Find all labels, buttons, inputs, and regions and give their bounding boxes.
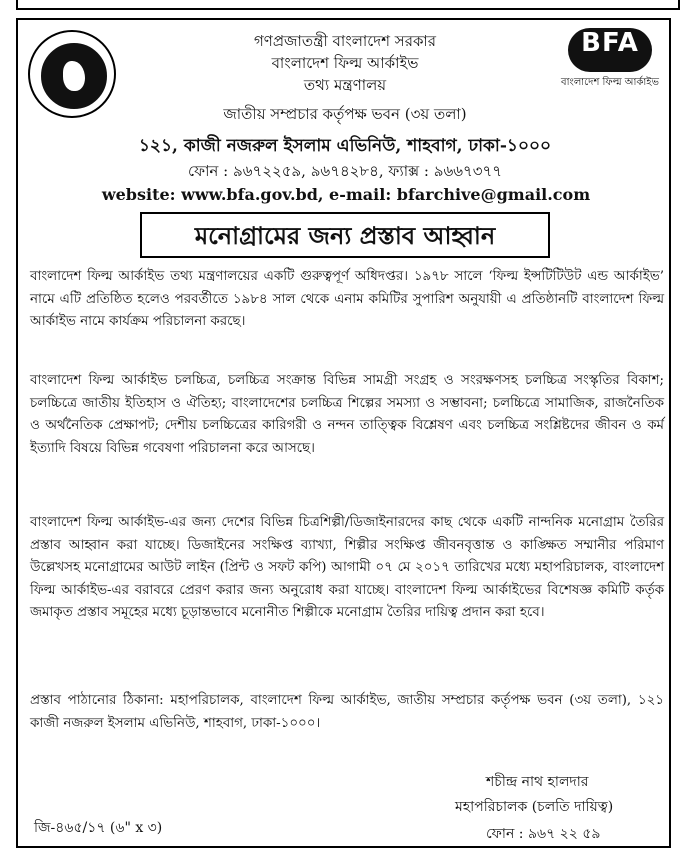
header-address: ১২১, কাজী নজরুল ইসলাম এভিনিউ, শাহবাগ, ঢাকা-১০০০	[138, 136, 552, 156]
bfa-logo	[560, 28, 660, 98]
top-border	[16, 0, 680, 10]
paragraph-call-for-proposals: বাংলাদেশ ফিল্ম আর্কাইভ-এর জন্য দেশের বিভিন্ন চিত্রশিল্পী/ডিজাইনারদের কাছ থেকে একটি নান্দনিক মনোগ্রাম তৈরির প্রস্তাব আহ্বান করা যাচ্ছে। ডিজাইনের সংক্ষিপ্ত ব্যাখ্যা, শিল্পীর সংক্ষিপ্ত জীবনবৃত্তান্ত ও কাঙ্ক্ষিত সম্মানীর পরিমাণ উল্লেখসহ মনোগ্রামের আউট লাইন (প্রিন্ট ও সফট কপি) আগামী ০৭ মে ২০১৭ তারিখের মধ্যে মহাপরিচালক, বাংলাদেশ ফিল্ম আর্কাইভ-এর বরাবরে প্রেরণ করার জন্য অনুরোধ করা যাচ্ছে। বাংলাদেশ ফিল্ম আর্কাইভের বিশেষজ্ঞ কমিটি কর্তৃক জমাকৃত প্রস্তাব সমূহের মধ্যে চূড়ান্তভাবে মনোনীত শিল্পীকে মনোগ্রাম তৈরির দায়িত্ব প্রদান করা হবে।	[30, 515, 664, 620]
header-building: জাতীয় সম্প্রচার কর্তৃপক্ষ ভবন (৩য় তলা)	[223, 105, 467, 123]
header-government: গণপ্রজাতন্ত্রী বাংলাদেশ সরকার	[253, 32, 437, 50]
paragraph-address: প্রস্তাব পাঠানোর ঠিকানা: মহাপরিচালক, বাংলাদেশ ফিল্ম আর্কাইভ, জাতীয় সম্প্রচার কর্তৃপক্ষ ভবন (৩য় তলা), ১২১ কাজী নজরুল ইসলাম এভিনিউ, শাহবাগ, ঢাকা-১০০০।	[30, 693, 664, 731]
notice-title: মনোগ্রামের জন্য প্রস্তাব আহ্বান	[140, 212, 550, 258]
signatory-name: শচীন্দ্র নাথ হালদার	[486, 774, 589, 790]
header-website-email: website: www.bfa.gov.bd, e-mail: bfarchive@gmail.com	[101, 185, 591, 204]
government-seal-logo	[28, 30, 116, 118]
bfa-logo-caption: বাংলাদেশ ফিল্ম আর্কাইভ	[561, 77, 659, 88]
paragraph-intro: বাংলাদেশ ফিল্ম আর্কাইভ তথ্য মন্ত্রণালয়ের একটি গুরুত্বপূর্ণ অধিদপ্তর। ১৯৭৮ সালে ‘ফিল্ম ইন্সটিটিউট এন্ড আর্কাইভ’ নামে এটি প্রতিষ্ঠিত হলেও পরবর্তীতে ১৯৮৪ সাল থেকে এনাম কমিটির সুপারিশ অনুযায়ী এ প্রতিষ্ঠানটি বাংলাদেশ ফিল্ম আর্কাইভ নামে কার্যক্রম পরিচালনা করছে।	[30, 269, 664, 329]
paragraph-activities: বাংলাদেশ ফিল্ম আর্কাইভ চলচ্চিত্র, চলচ্চিত্র সংক্রান্ত বিভিন্ন সামগ্রী সংগ্রহ ও সংরক্ষণসহ চলচ্চিত্র সংস্কৃতির বিকাশ; চলচ্চিত্রে জাতীয় ইতিহাস ও ঐতিহ্য; বাংলাদেশের চলচ্চিত্র শিল্পের সমস্যা ও সম্ভাবনা; চলচ্চিত্রে সামাজিক, রাজনৈতিক ও অর্থনৈতিক প্রেক্ষাপট; দেশীয় চলচ্চিত্রের কারিগরী ও নন্দন তাত্ত্বিক বিশ্লেষণ এবং চলচ্চিত্র সংশ্লিষ্টদের জীবন ও কর্ম ইত্যাদি বিষয়ে বিভিন্ন গবেষণা পরিচালনা করে আসছে।	[30, 373, 664, 456]
header-phone-fax: ফোন : ৯৬৭২২৫৯, ৯৬৭৪২৮৪, ফ্যাক্স : ৯৬৬৭৩৭৭	[188, 162, 502, 180]
reference-code: জি-৪৬৫/১৭ (৬" x ৩)	[34, 820, 163, 836]
header-organization: বাংলাদেশ ফিল্ম আর্কাইভ	[271, 54, 419, 72]
signatory-designation: মহাপরিচালক (চলতি দায়িত্ব)	[455, 799, 614, 815]
signatory-phone: ফোন : ৯৬৭ ২২ ৫৯	[486, 826, 601, 842]
seal-inner-circle	[39, 41, 109, 111]
bfa-logo-mark: BFA	[581, 28, 639, 58]
bangladesh-map-icon	[63, 61, 85, 91]
header-ministry: তথ্য মন্ত্রণালয়	[303, 76, 387, 94]
